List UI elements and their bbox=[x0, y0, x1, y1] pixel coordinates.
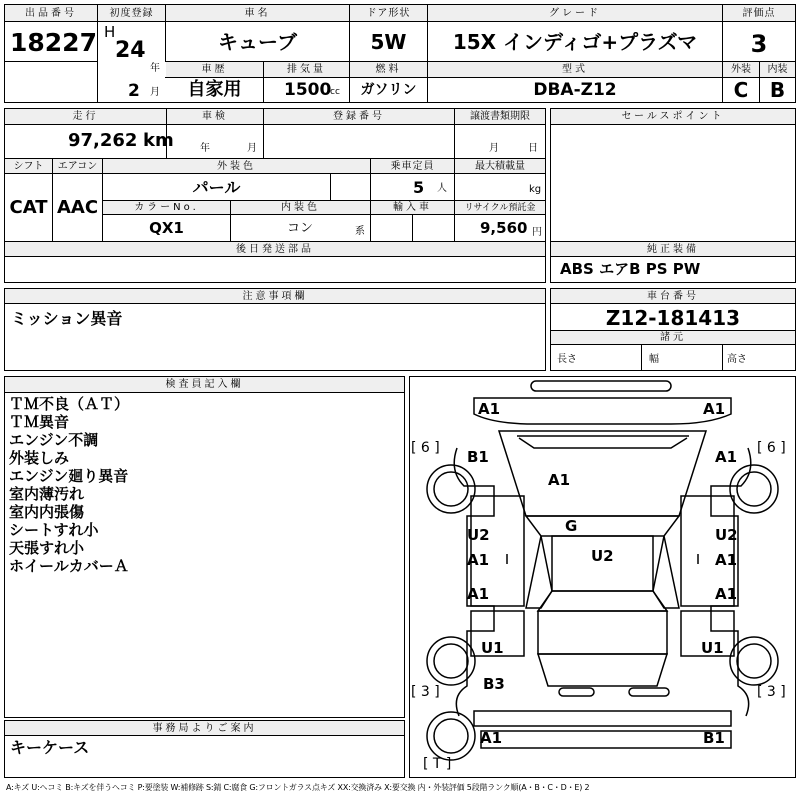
model: DBA-Z12 bbox=[533, 80, 617, 100]
inspector-note-line: ＴＭ異音 bbox=[9, 413, 70, 431]
mark-right-door-u2: U2 bbox=[715, 526, 738, 544]
equipment: ABS エアB PS PW bbox=[560, 260, 701, 278]
score-label: 評価点 bbox=[723, 5, 795, 22]
capacity: 5 bbox=[413, 178, 425, 197]
tire-front-left: [ 6 ] bbox=[411, 440, 440, 456]
month-unit: 月 bbox=[150, 87, 160, 98]
chassis-label: 車台番号 bbox=[551, 289, 795, 304]
legend: A:キズ U:ヘコミ B:キズを伴うヘコミ P:要塗装 W:補修跡 S:錆 C:腐食 G:フロントガラス点キズ XX:交換済み X:要交換 内・外装評価 5段階ランク順(A・B・C・D・E) 2 bbox=[6, 783, 590, 792]
divider bbox=[722, 345, 723, 370]
length-label: 長さ bbox=[557, 354, 577, 365]
inspector-note-line: ホイールカバーＡ bbox=[9, 557, 129, 575]
reg-year: 24 bbox=[115, 38, 146, 63]
mark-front-left: A1 bbox=[478, 400, 501, 418]
load-unit: kg bbox=[529, 184, 542, 195]
mark-left-rear-door: A1 bbox=[467, 585, 490, 603]
caution-text: ミッション異音 bbox=[11, 309, 123, 328]
windshield bbox=[526, 516, 679, 536]
mark-front-right: A1 bbox=[703, 400, 726, 418]
load-label: 最大積載量 bbox=[455, 159, 545, 174]
int-color-unit: 系 bbox=[355, 226, 365, 237]
mark-left-door-a1: A1 bbox=[467, 551, 490, 569]
recycle-fee: 9,560 bbox=[480, 219, 528, 237]
interior-grade: B bbox=[769, 78, 786, 102]
displacement: 1500 bbox=[284, 80, 332, 100]
office-label: 事務局よりご案内 bbox=[5, 721, 404, 736]
inspector-label: 検査員記入欄 bbox=[5, 377, 404, 393]
mark-left-door-u2: U2 bbox=[467, 526, 490, 544]
door-label: ドア形状 bbox=[350, 5, 427, 22]
recycle-label: リサイクル預託金 bbox=[455, 201, 545, 215]
int-color: コン bbox=[287, 221, 314, 236]
capacity-unit: 人 bbox=[437, 183, 447, 194]
caution-label: 注意事項欄 bbox=[5, 289, 545, 304]
tailgate bbox=[538, 611, 667, 654]
history: 自家用 bbox=[187, 79, 242, 100]
car-name: キューブ bbox=[218, 30, 297, 54]
inspector-note-line: 天張すれ小 bbox=[9, 539, 85, 557]
int-color-label: 内装色 bbox=[231, 201, 370, 215]
first-reg-label: 初度登録 bbox=[98, 5, 165, 22]
width-label: 幅 bbox=[649, 354, 659, 365]
ext-color: パール bbox=[192, 178, 241, 197]
exterior-grade: C bbox=[733, 78, 749, 102]
later-parts-label: 後日発送部品 bbox=[5, 242, 545, 257]
shift-label: シフト bbox=[5, 159, 52, 174]
mark-rear-bumper-right: B1 bbox=[703, 729, 725, 747]
rear-window bbox=[538, 591, 667, 611]
inspector-note-line: 室内内張傷 bbox=[9, 503, 85, 521]
lot-divider bbox=[5, 61, 97, 62]
chassis-number: Z12-181413 bbox=[605, 306, 741, 330]
era: H bbox=[104, 23, 116, 41]
front-bumper bbox=[474, 398, 731, 424]
front-bumper-outline bbox=[531, 381, 671, 391]
interior-label: 内装 bbox=[760, 62, 795, 77]
history-label: 車歴 bbox=[166, 62, 263, 77]
score: 3 bbox=[750, 30, 768, 58]
mark-rear-bumper-left: A1 bbox=[480, 729, 503, 747]
grade: 15X インディゴ+プラズマ bbox=[452, 30, 698, 54]
tire-spare: [ T ] bbox=[423, 756, 452, 772]
mark-right-fender: A1 bbox=[715, 448, 738, 466]
inspector-note-line: シートすれ小 bbox=[9, 521, 99, 539]
tire-rear-right: [ 3 ] bbox=[757, 684, 786, 700]
rear-bumper bbox=[474, 711, 731, 726]
equip-label: 純正装備 bbox=[551, 242, 795, 257]
dims-label: 諸元 bbox=[551, 331, 795, 345]
color-no: QX1 bbox=[149, 219, 184, 237]
model-label: 型式 bbox=[428, 62, 722, 77]
fuel-label: 燃料 bbox=[350, 62, 427, 77]
divider bbox=[165, 77, 722, 78]
displacement-label: 排気量 bbox=[264, 62, 349, 77]
divider bbox=[412, 215, 413, 241]
transfer-month-unit: 月 bbox=[489, 143, 499, 154]
shift: CAT bbox=[9, 197, 48, 218]
mark-left-fender: B1 bbox=[467, 448, 489, 466]
reg-number-label: 登録番号 bbox=[264, 109, 454, 125]
mark-right-door-a1: A1 bbox=[715, 551, 738, 569]
divider bbox=[330, 174, 331, 200]
ac-label: エアコン bbox=[53, 159, 102, 174]
hood bbox=[499, 431, 706, 516]
lot-number: 18227 bbox=[10, 28, 97, 57]
mark-left-rear: B3 bbox=[483, 675, 505, 693]
door-type: 5W bbox=[370, 30, 407, 54]
recycle-unit: 円 bbox=[532, 227, 542, 238]
office-text: キーケース bbox=[10, 738, 90, 757]
year-unit: 年 bbox=[150, 63, 160, 74]
mark-roof-u2: U2 bbox=[591, 547, 614, 565]
mileage-unit: km bbox=[143, 130, 174, 151]
ac: AAC bbox=[56, 197, 99, 218]
displacement-unit: cc bbox=[330, 87, 340, 97]
transfer-day-unit: 日 bbox=[528, 143, 538, 154]
mark-hood: A1 bbox=[548, 471, 571, 489]
inspector-note-line: 室内薄汚れ bbox=[9, 485, 85, 503]
capacity-label: 乗車定員 bbox=[371, 159, 454, 174]
inspector-note-line: エンジン不調 bbox=[9, 431, 99, 449]
mileage: 97,262 bbox=[68, 130, 138, 151]
inspector-notes bbox=[9, 395, 399, 575]
ext-color-label: 外装色 bbox=[103, 159, 370, 174]
lot-label: 出品番号 bbox=[5, 5, 97, 22]
color-no-label: カラーNo. bbox=[103, 201, 230, 215]
grade-label: グレード bbox=[428, 5, 722, 22]
car-diagram bbox=[409, 376, 796, 778]
tire-front-right: [ 6 ] bbox=[757, 440, 786, 456]
mark-roof-g: G bbox=[565, 517, 578, 535]
inspection-label: 車検 bbox=[167, 109, 263, 125]
inspection-year-unit: 年 bbox=[200, 143, 210, 154]
divider bbox=[641, 345, 642, 370]
inspection-month-unit: 月 bbox=[247, 143, 257, 154]
car-name-label: 車名 bbox=[166, 5, 349, 22]
mileage-label: 走行 bbox=[5, 109, 166, 125]
mark-right-quarter: U1 bbox=[701, 639, 724, 657]
inspector-note-line: ＴＭ不良（ＡＴ） bbox=[9, 395, 130, 413]
fuel: ガソリン bbox=[360, 82, 417, 98]
reg-month: 2 bbox=[128, 81, 140, 101]
inspector-note-line: 外装しみ bbox=[9, 449, 70, 467]
height-label: 高さ bbox=[727, 354, 747, 365]
mark-right-rear-door: A1 bbox=[715, 585, 738, 603]
mark-left-quarter: U1 bbox=[481, 639, 504, 657]
transfer-label: 譲渡書類期限 bbox=[455, 109, 545, 125]
tire-rear-left: [ 3 ] bbox=[411, 684, 440, 700]
sales-points-label: セールスポイント bbox=[551, 109, 795, 125]
inspector-note-line: エンジン廻り異音 bbox=[9, 467, 129, 485]
import-label: 輸入車 bbox=[371, 201, 454, 215]
exterior-label: 外装 bbox=[723, 62, 759, 77]
